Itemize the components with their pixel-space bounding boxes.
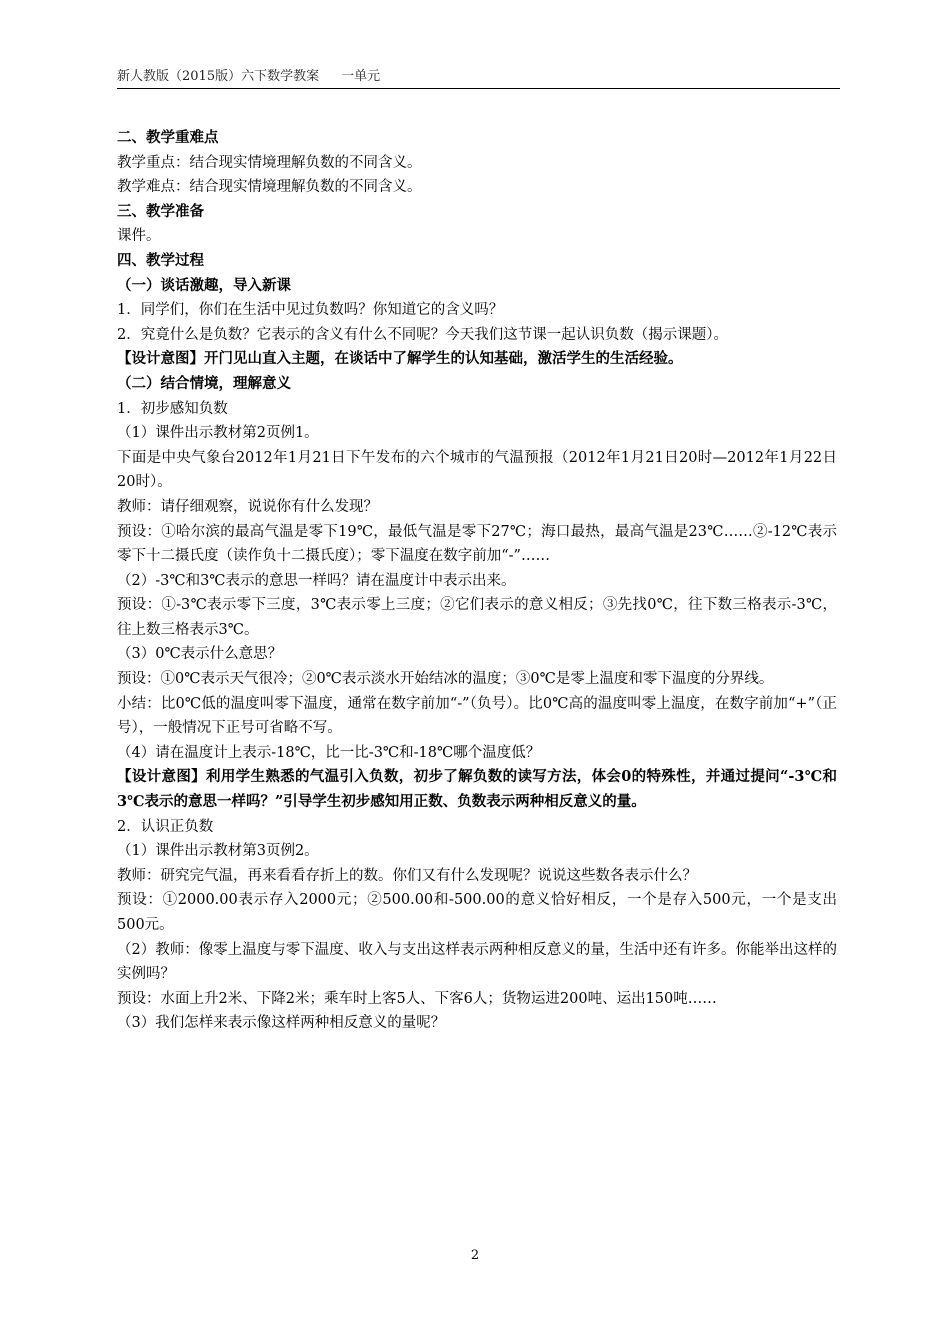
body-paragraph: 1．初步感知负数 xyxy=(117,400,228,417)
body-paragraph: 预设：①2000.00表示存入2000元；②500.00和-500.00的意义恰好相反，一个是存入500元，一个是支出500元。 xyxy=(117,892,837,933)
body-paragraph: 教学难点：结合现实情境理解负数的不同含义。 xyxy=(117,179,422,196)
body-paragraph: 2．认识正负数 xyxy=(117,818,214,835)
page-number: 2 xyxy=(470,1248,480,1263)
header-title: 新人教版（2015版）六下数学教案 xyxy=(117,69,320,84)
section-heading: 三、教学准备 xyxy=(117,202,204,220)
section-heading: 四、教学过程 xyxy=(117,251,204,269)
body-paragraph: 小结：比0℃低的温度叫零下温度，通常在数字前加“-”（负号）。比0℃高的温度叫零上温度，在数字前加“+”（正号），一般情况下正号可省略不写。 xyxy=(117,695,837,737)
body-paragraph: 预设：①哈尔滨的最高气温是零下19℃，最低气温是零下27℃；海口最热，最高气温是23℃……②-12℃表示零下十二摄氏度（读作负十二摄氏度）；零下温度在数字前加“-”…… xyxy=(117,523,837,565)
body-paragraph: 教师：研究完气温，再来看看存折上的数。你们又有什么发现呢？说说这些数各表示什么？ xyxy=(117,867,697,884)
body-paragraph: （2）教师：像零上温度与零下温度、收入与支出这样表示两种相反意义的量，生活中还有许多。你能举出这样的实例吗？ xyxy=(117,941,837,983)
body-paragraph: 1．同学们，你们在生活中见过负数吗？你知道它的含义吗？ xyxy=(117,302,504,319)
page-header xyxy=(117,66,840,89)
body-paragraph: （2）-3℃和3℃表示的意思一样吗？请在温度计中表示出来。 xyxy=(117,572,516,589)
body-paragraph: 教师：请仔细观察，说说你有什么发现？ xyxy=(117,498,378,515)
body-paragraph: （3）0℃表示什么意思？ xyxy=(117,646,283,663)
body-paragraph: 教学重点：结合现实情境理解负数的不同含义。 xyxy=(117,154,422,171)
body-paragraph: 课件。 xyxy=(117,228,161,245)
body-paragraph: 预设：水面上升2米、下降2米；乘车时上客5人、下客6人；货物运进200吨、运出150吨…… xyxy=(117,990,717,1007)
body-paragraph: 预设：①-3℃表示零下三度，3℃表示零上三度；②它们表示的意义相反；③先找0℃，往下数三格表示-3℃，往上数三格表示3℃。 xyxy=(117,597,837,638)
header-unit: 一单元 xyxy=(341,69,381,84)
body-paragraph: （1）课件出示教材第3页例2。 xyxy=(117,843,319,860)
section-heading: （一）谈话激趣，导入新课 xyxy=(117,276,291,294)
section-heading: 【设计意图】利用学生熟悉的气温引入负数，初步了解负数的读写方法，体会0的特殊性，并通过提问“-3℃和3℃表示的意思一样吗？”引导学生初步感知用正数、负数表示两种相反意义的量。 xyxy=(117,768,837,811)
section-heading: 【设计意图】开门见山直入主题，在谈话中了解学生的认知基础，激活学生的生活经验。 xyxy=(117,350,683,368)
body-paragraph: 2．究竟什么是负数？它表示的含义有什么不同呢？今天我们这节课一起认识负数（揭示课题）。 xyxy=(117,326,728,343)
body-paragraph: 下面是中央气象台2012年1月21日下午发布的六个城市的气温预报（2012年1月21日20时—2012年1月22日20时）。 xyxy=(117,449,837,491)
section-heading: 二、教学重难点 xyxy=(117,129,219,146)
section-heading: （二）结合情境，理解意义 xyxy=(117,374,291,392)
body-paragraph: （3）我们怎样来表示像这样两种相反意义的量呢？ xyxy=(117,1015,446,1032)
document-body xyxy=(117,126,837,1036)
body-paragraph: 预设：①0℃表示天气很冷；②0℃表示淡水开始结冰的温度；③0℃是零上温度和零下温度的分界线。 xyxy=(117,671,774,688)
body-paragraph: （1）课件出示教材第2页例1。 xyxy=(117,425,319,442)
body-paragraph: （4）请在温度计上表示-18℃，比一比-3℃和-18℃哪个温度低？ xyxy=(117,744,541,761)
